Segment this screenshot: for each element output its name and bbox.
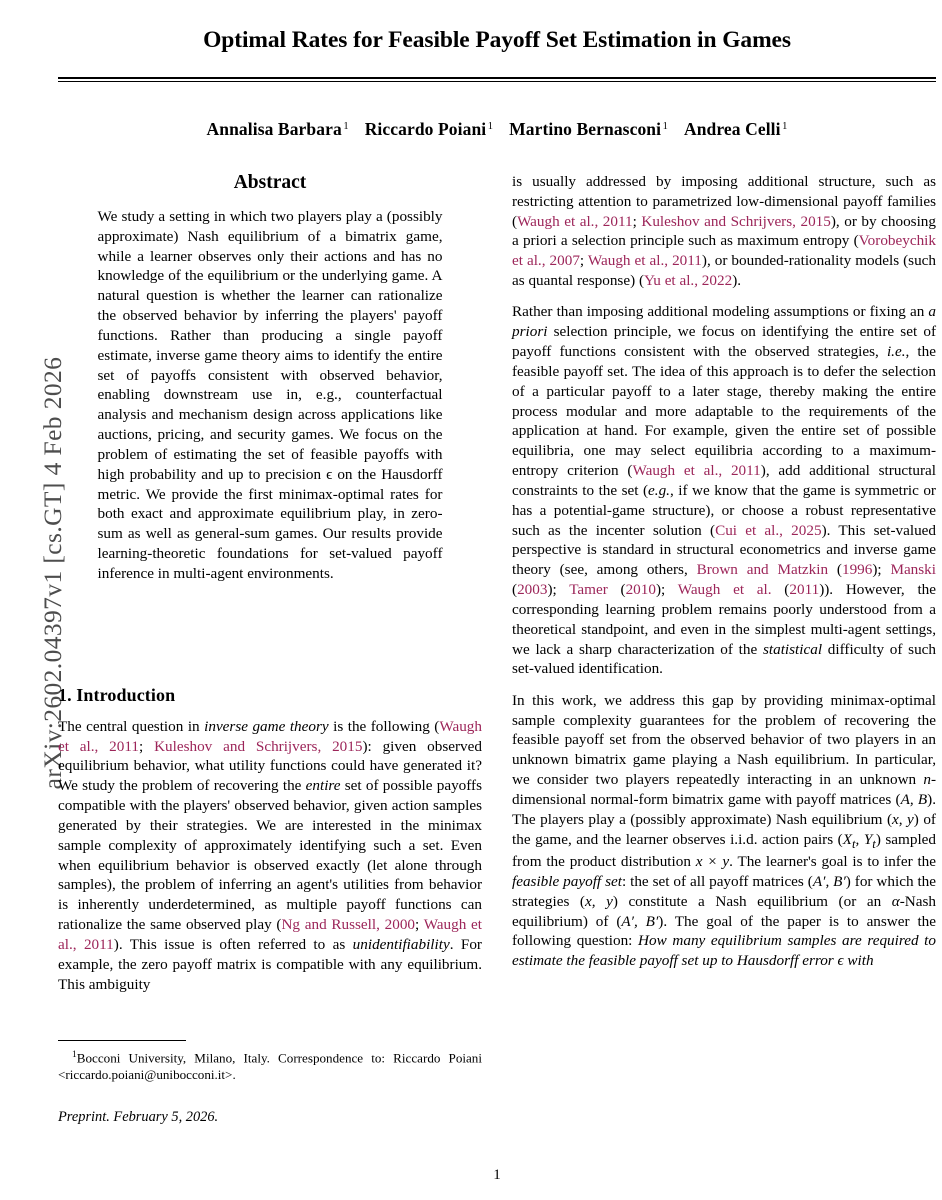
text-run: ; <box>632 212 642 230</box>
author-affiliation-mark: 1 <box>487 120 494 132</box>
text-run: ) of the game, and the learner observes i.i.d. action pairs ( <box>512 810 936 848</box>
footnote-mark: 1 <box>72 1050 77 1061</box>
math-run: n <box>923 771 931 789</box>
math-run: A, B <box>900 790 928 808</box>
text-run: ) constitute a Nash equilibrium (or an <box>612 892 892 910</box>
text-run: . For example, the zero payoff matrix is compatible with any equilibrium. This ambiguity <box>58 935 482 993</box>
footnote-text: Bocconi University, Milano, Italy. Correspondence to: Riccardo Poiani <riccardo.poiani@unibocconi.it>. <box>58 1050 482 1083</box>
text-run: In this work, we address this gap by providing minimax-optimal sample complexity guarantees for the problem of recovering the feasible payoff set from the observed behavior of two players in an unknown bimatrix game playing a Nash equilibrium. In particular, we consider two players repeatedly interacting in an unknown <box>512 691 936 789</box>
text-run: ). This issue is often referred to as <box>113 935 353 953</box>
paper-page <box>58 0 936 1200</box>
text-run: set of possible payoffs compatible with the players' observed behavior, given action samples generated by their strategies. We are interested in the minimax sample complexity of approximately identifying such a set. Even when equilibrium behavior is observed exactly (let alone through samples), the problem of inferring an agent's utilities from behavior is inherently underdetermined, as multiple payoff functions can rationalize the same observed play ( <box>58 777 483 934</box>
text-run: ), or bounded-rationality models (such as quantal response) ( <box>512 252 937 290</box>
text-run: The central question in <box>58 717 205 735</box>
text-run: ( <box>512 581 518 599</box>
arxiv-stamp: arXiv:2602.04397v1 [cs.GT] 4 Feb 2026 <box>38 356 67 790</box>
citation-link[interactable]: Tamer <box>569 581 608 599</box>
text-run: ( <box>771 581 790 599</box>
math-subscript: t <box>852 836 856 851</box>
citation-link[interactable]: Manski <box>890 561 936 579</box>
math-run: x × y <box>695 853 730 871</box>
citation-link[interactable]: 2003 <box>517 581 548 599</box>
author-affiliation-mark: 1 <box>782 120 788 132</box>
text-run: is usually addressed by imposing additional structure, such as restricting attention to parametrized low-dimensional payoff families ( <box>512 173 936 230</box>
citation-link[interactable]: Waugh et al., 2011 <box>58 916 483 953</box>
text-run: ; <box>139 737 155 755</box>
math-run: A′, B′ <box>812 872 846 890</box>
emphasis-run: a priori <box>512 303 936 341</box>
author-entry <box>684 119 788 139</box>
text-run: )). However, the corresponding learning problem remains poorly understood from a theoretical standpoint, and even in the simplest multi-agent settings, we lack a sharp characterization of the <box>512 581 936 658</box>
right-paragraph-3 <box>512 691 936 971</box>
right-column <box>512 172 936 1182</box>
footnote-divider <box>58 1040 186 1041</box>
author-affiliation-mark: 1 <box>343 120 349 132</box>
citation-link[interactable]: Brown and Matzkin <box>696 561 829 579</box>
author-name: Riccardo Poiani <box>364 119 487 140</box>
math-run: , Y <box>855 830 873 848</box>
text-run: -dimensional normal-form bimatrix game with payoff matrices ( <box>512 771 936 808</box>
intro-paragraph-1 <box>58 717 482 995</box>
author-list <box>58 119 936 140</box>
citation-link[interactable]: Kuleshov and Schrijvers, 2015 <box>641 212 831 230</box>
math-run: x, y <box>584 892 613 910</box>
emphasis-run: i.e. <box>886 343 906 361</box>
citation-link[interactable]: 1996 <box>841 561 873 579</box>
text-run: ), or by choosing a priori a selection principle such as maximum entropy ( <box>512 212 936 250</box>
emphasis-run: inverse game theory <box>204 717 329 735</box>
text-run: difficulty of such set-valued identification. <box>512 640 937 678</box>
text-run: ) sampled from the product distribution <box>512 830 937 871</box>
citation-link[interactable]: Waugh et al., 2011 <box>58 717 482 755</box>
math-run: x, y <box>892 810 914 828</box>
text-run: ). The goal of the paper is to answer the following question: <box>512 912 937 950</box>
body-columns <box>58 172 936 1182</box>
page-title: Optimal Rates for Feasible Payoff Set Estimation in Games <box>203 27 791 53</box>
emphasis-run: e.g. <box>648 481 670 499</box>
text-run: . The learner's goal is to infer the <box>729 853 937 871</box>
text-run: ) for which the strategies ( <box>512 872 937 910</box>
citation-link[interactable]: Waugh et al., 2011 <box>632 462 761 480</box>
emphasis-run: statistical <box>762 640 823 658</box>
author-entry <box>365 119 493 139</box>
right-paragraph-2 <box>512 302 936 679</box>
citation-link[interactable]: 2011 <box>789 581 820 599</box>
author-name: Andrea Celli <box>683 119 781 140</box>
page-number: 1 <box>493 1167 501 1183</box>
section-heading-introduction: 1. Introduction <box>58 684 176 705</box>
author-entry <box>509 119 668 139</box>
text-run: ( <box>607 581 626 599</box>
abstract-heading: Abstract <box>233 172 307 193</box>
citation-link[interactable]: Waugh et al., 2011 <box>587 252 702 270</box>
text-run: , the feasible payoff set. The idea of this approach is to defer the selection of a particular payoff to a later stage, thereby making the entire process modular and more adaptable to the requirements of the application at hand. For example, given the entire set of possible equilibria, one may select equilibria according to a maximum-entropy criterion ( <box>512 343 936 480</box>
author-name: Martino Bernasconi <box>509 119 662 140</box>
math-run: α <box>891 892 900 910</box>
author-entry <box>207 119 349 139</box>
text-run: ; <box>415 916 424 934</box>
citation-link[interactable]: Ng and Russell, 2000 <box>281 916 416 934</box>
text-run: ): given observed equilibrium behavior, what utility functions could have generated it? We study the problem of recovering the <box>58 737 482 795</box>
text-run: ); <box>872 561 891 579</box>
title-divider <box>58 77 936 82</box>
title-block <box>58 0 936 140</box>
math-run: A′, B′ <box>621 912 659 930</box>
footnote-affiliation <box>58 1049 482 1084</box>
text-run: -Nash equilibrium) of ( <box>512 892 936 930</box>
citation-link[interactable]: Kuleshov and Schrijvers, 2015 <box>154 737 363 755</box>
emphasis-run: feasible payoff set <box>512 872 622 890</box>
citation-link[interactable]: Vorobeychik et al., 2007 <box>512 232 936 270</box>
preprint-notice: Preprint. February 5, 2026. <box>58 1109 219 1125</box>
text-run: ). This set-valued perspective is standard in structural econometrics and inverse game theory (see, among others, <box>512 521 936 579</box>
author-name: Annalisa Barbara <box>206 119 342 140</box>
math-subscript: t <box>872 836 876 851</box>
abstract-section <box>98 172 443 584</box>
left-column <box>58 172 482 1182</box>
footnote-block <box>58 1040 482 1126</box>
text-run: Rather than imposing additional modeling assumptions or fixing an <box>512 303 929 321</box>
text-run: ; <box>579 252 588 270</box>
citation-link[interactable]: 2010 <box>625 581 656 599</box>
text-run: , if we know that the game is symmetric or has a potential-game structure), or choose a robust representative such as the incenter solution ( <box>512 481 936 539</box>
text-run: ); <box>547 581 570 599</box>
text-run: selection principle, we focus on identifying the entire set of payoff functions consistent with the observed strategies, <box>512 323 936 361</box>
text-run: is the following ( <box>328 717 440 735</box>
text-run: ). The players play a (possibly approximate) Nash equilibrium ( <box>512 790 936 828</box>
emphasis-run: unidentifiability <box>352 935 450 953</box>
emphasis-run: How many equilibrium samples are required to estimate the feasible payoff set up to Hausdorff error ϵ with <box>512 932 936 970</box>
author-affiliation-mark: 1 <box>662 120 668 132</box>
emphasis-run: entire <box>305 777 341 795</box>
citation-link[interactable]: Waugh et al., 2011 <box>517 212 633 230</box>
text-run: : the set of all payoff matrices ( <box>621 872 813 890</box>
right-paragraph-1 <box>512 172 936 291</box>
text-run: ), add additional structural constraints to the set ( <box>512 462 936 499</box>
abstract-body: We study a setting in which two players play a (possibly approximate) Nash equilibrium of a bimatrix game, while a learner observes only their actions and has no knowledge of the equilibrium or the underlying game. A natural question is whether the learner can rationalize the observed behavior by inferring the players' payoff functions. Rather than producing a single payoff estimate, inverse game theory aims to identify the entire set of payoffs consistent with observed behavior, enabling downstream use in, e.g., counterfactual analysis and mechanism design across applications like auctions, pricing, and security games. We focus on the problem of estimating the set of feasible payoffs with high probability and up to precision ϵ on the Hausdorff metric. We provide the first minimax-optimal rates for both exact and approximate equilibrium play, in zero-sum as well as general-sum games. Our results provide learning-theoretic foundations for set-valued payoff inference in multi-agent environments. <box>97 208 443 582</box>
citation-link[interactable]: Waugh et al. <box>677 581 772 599</box>
text-run: ( <box>828 561 842 579</box>
citation-link[interactable]: Cui et al., 2025 <box>715 521 822 539</box>
text-run: ); <box>655 581 678 599</box>
math-run: X <box>842 830 852 848</box>
text-run: ). <box>732 272 742 290</box>
citation-link[interactable]: Yu et al., 2022 <box>644 272 733 290</box>
